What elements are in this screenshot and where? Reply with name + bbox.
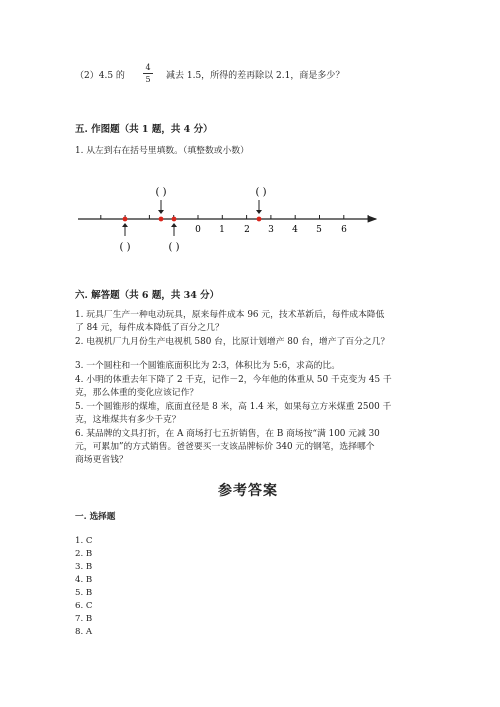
up-arrow-icon [122,223,128,236]
section-6-title: 六. 解答题（共 6 题，共 34 分） [75,290,220,301]
question-line: 克，这堆煤共有多少千克？ [75,415,181,425]
question-line: 5. 一个圆锥形的煤堆，底面直径是 8 米，高 1.4 米，如果每立方米煤重 2500 千 [75,402,392,412]
answer-item: 8. A [75,627,93,637]
tick-label-2: 2 [244,225,250,235]
tick-label-1: 1 [219,225,225,235]
down-arrow-icon [158,200,164,214]
point-c-marker [172,217,177,222]
question-line: 4. 小明的体重去年下降了 2 千克，记作－2，今年他的体重从 50 千克变为 45 千 [75,375,392,385]
point-b-marker [159,217,164,222]
question-line: 1. 玩具厂生产一种电动玩具，原来每件成本 96 元，技术革新后，每件成本降低 [75,310,385,320]
answer-item: 4. B [75,575,93,585]
section-5-title: 五. 作图题（共 1 题，共 4 分） [75,124,213,135]
section-6-question-5 [75,401,391,427]
answer-item: 5. B [75,588,93,598]
section-6-question-3: 3. 一个圆柱和一个圆锥底面积比为 2:3，体积比为 5:6，求高的比。 [75,361,341,371]
section-5-question-1: 1. 从左到右在括号里填数。（填整数或小数） [75,146,249,156]
answer-bracket-lower-1: ( ) [119,242,131,253]
question-line: 商场更省钱？ [75,455,128,465]
tick-labels [195,225,347,235]
up-arrow-icon [171,223,177,236]
question-line: 克，那么体重的变化应该记作？ [75,388,199,398]
section-6-question-4 [75,374,392,400]
section-6-question-1 [75,309,384,335]
answer-item: 7. B [75,614,93,624]
answer-bracket-upper-2: ( ) [255,187,267,198]
number-line-figure [70,180,390,260]
point-d-marker [257,217,262,222]
fraction [143,63,153,84]
answers-section-1-title: 一. 选择题 [75,512,116,522]
question-2-prefix: （2）4.5 的 [75,71,125,81]
question-line: 了 84 元，每件成本降低了百分之几？ [75,323,224,333]
tick-label-6: 6 [341,225,347,235]
answers-title: 参考答案 [218,483,278,499]
fraction-bar [143,73,153,74]
answer-bracket-upper-1: ( ) [155,187,167,198]
answer-item: 3. B [75,562,93,572]
point-a-marker [123,217,128,222]
answer-item: 6. C [75,601,93,611]
section-6-question-2: 2. 电视机厂九月份生产电视机 580 台，比原计划增产 80 台，增产了百分之几？ [75,337,390,347]
tick-label-3: 3 [268,225,274,235]
number-line-ticks [101,215,368,219]
question-2-suffix: 减去 1.5，所得的差再除以 2.1，商是多少？ [166,71,345,81]
question-line: 6. 某品牌的文具打折，在 A 商场打七五折销售，在 B 商场按“满 100 元减 30 [75,429,380,439]
tick-label-4: 4 [292,225,298,235]
answer-bracket-lower-2: ( ) [168,242,180,253]
fraction-numerator: 4 [145,63,151,72]
down-arrow-icon [256,200,262,214]
answer-item: 2. B [75,549,93,559]
tick-label-5: 5 [316,225,322,235]
answer-item: 1. C [75,536,93,546]
section-6-question-6 [75,428,380,467]
fraction-denominator: 5 [145,75,151,84]
tick-label-0: 0 [195,225,201,235]
question-line: 元，可累加”的方式销售。爸爸要买一支该品牌标价 340 元的钢笔，选择哪个 [75,442,375,452]
